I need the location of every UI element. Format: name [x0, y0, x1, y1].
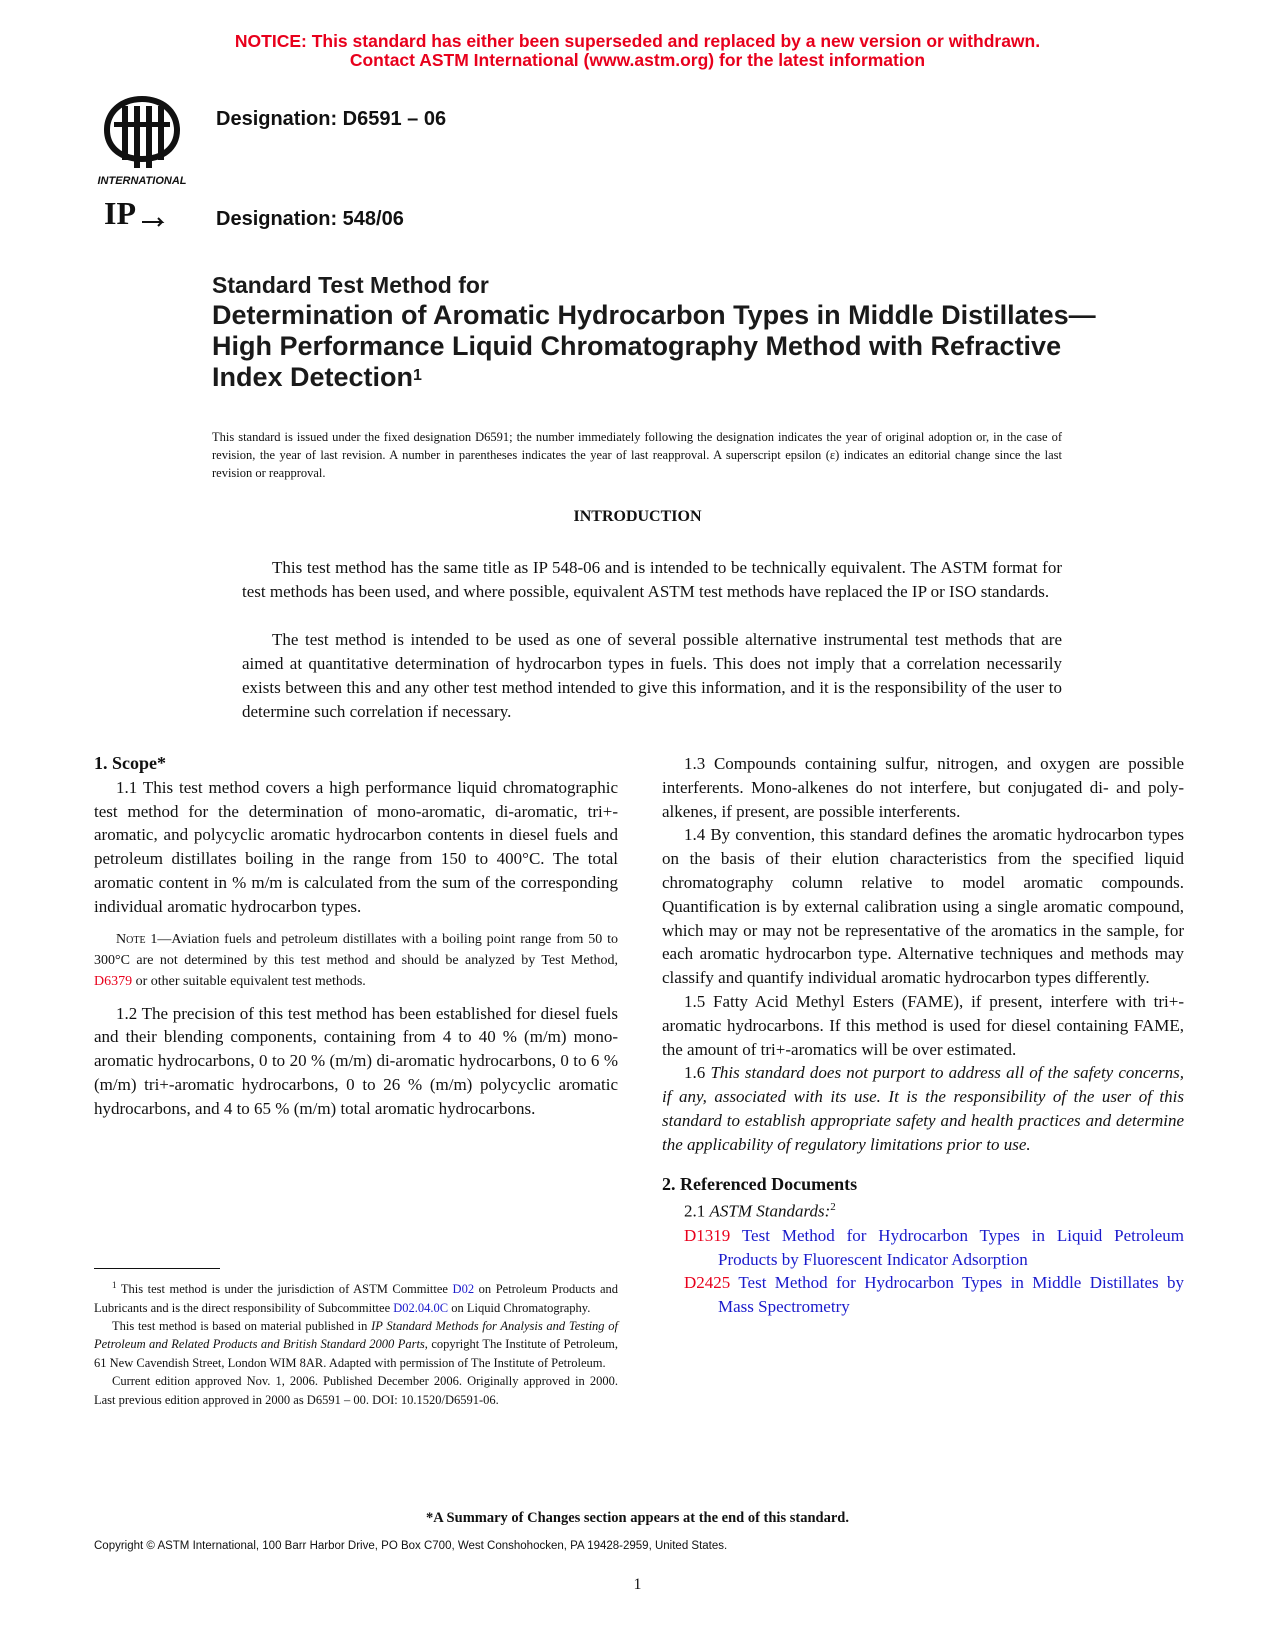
footnote-1-mark: 1	[112, 1280, 117, 1290]
ip-logo-letters: IP	[104, 196, 136, 230]
page-number: 1	[633, 1576, 642, 1593]
note-1	[94, 929, 618, 992]
astm-international-logo	[92, 92, 192, 188]
footnote-source-text-b: , copyright The Institute of Petroleum, 61 New Cavendish Street, London WIM 8AR. Adapted with permission of The Institute of Petroleum.	[94, 1337, 619, 1370]
scope-1-6-text: This standard does not purport to address all of the safety concerns, if any, associated with its use. It is the responsibility of the user of this standard to establish appropriate safety and health practices and determine the applicability of regulatory limitations prior to use.	[662, 1063, 1185, 1154]
reference-id[interactable]: D2425	[684, 1273, 731, 1293]
scope-1-1: 1.1 This test method covers a high performance liquid chromatographic test method for the determination of mono-aromatic, di-aromatic, tri+-aromatic, and polycyclic aromatic hydrocarbon contents in diesel fuels and petroleum distillates boiling in the range from 150 to 400°C. The total aromatic content in % m/m is calculated from the sum of the corresponding individual aromatic hydrocarbon types.	[94, 777, 618, 916]
footnote-source	[94, 1317, 618, 1372]
title-main	[212, 300, 1112, 393]
reference-d2425[interactable]	[662, 1271, 1184, 1319]
footnote-1-text-c: on Liquid Chromatography.	[448, 1300, 591, 1315]
summary-of-changes-note: *A Summary of Changes section appears at the end of this standard.	[426, 1510, 849, 1526]
document-title	[212, 270, 1112, 393]
footnote-divider	[94, 1268, 220, 1269]
astm-designation: Designation: D6591 – 06	[216, 108, 447, 130]
introduction-paragraph-1: This test method has the same title as IP 548-06 and is intended to be technically equivalent. The ASTM format for test methods has been used, and where possible, equivalent ASTM test methods have replaced the IP or ISO standards.	[242, 558, 1062, 601]
title-main-text: Determination of Aromatic Hydrocarbon Types in Middle Distillates—High Performance Liquid Chromatography Method with Refractive Index Detection	[212, 300, 1096, 392]
note-1-text-a: —Aviation fuels and petroleum distillates with a boiling point range from 50 to 300°C are not determined by this test method and should be analyzed by Test Method,	[94, 931, 618, 968]
title-footnote-mark: 1	[413, 367, 422, 384]
scope-1-6-number: 1.6	[684, 1063, 711, 1083]
footnote-1	[94, 1276, 618, 1317]
link-d02[interactable]: D02	[452, 1282, 475, 1297]
footnotes	[94, 1276, 618, 1409]
introduction-heading: INTRODUCTION	[573, 508, 702, 525]
astm-logo-caption: INTERNATIONAL	[97, 175, 187, 187]
ip-designation: Designation: 548/06	[216, 208, 404, 230]
title-line-1: Standard Test Method for	[212, 272, 489, 298]
note-1-text-b: or other suitable equivalent test methods.	[132, 973, 366, 989]
superseded-notice	[0, 32, 1275, 70]
footnote-source-title: IP Standard Methods for Analysis and Testing of Petroleum and Related Products and British Standard 2000 Parts	[94, 1318, 618, 1352]
note-1-label: Note 1	[116, 931, 158, 947]
link-d02-04-0c[interactable]: D02.04.0C	[393, 1300, 449, 1315]
introduction-paragraph-2: The test method is intended to be used as one of several possible alternative instrumental test methods that are aimed at quantitative determination of hydrocarbon types in fuels. This does not imply that a correlation necessarily exists between this and any other test method intended to give this information, and it is the responsibility of the user to determine such correlation if necessary.	[242, 630, 1062, 721]
referenced-documents-heading: 2. Referenced Documents	[662, 1173, 858, 1194]
footnote-edition: Current edition approved Nov. 1, 2006. Published December 2006. Originally approved in 2000. Last previous edition approved in 2000 as D6591 – 00. DOI: 10.1520/D6591-06.	[94, 1374, 618, 1407]
scope-heading: 1. Scope*	[94, 753, 166, 773]
scope-1-4: 1.4 By convention, this standard defines the aromatic hydrocarbon types on the basis of their elution characteristics from the specified liquid chromatography column relative to model aromatic compounds. Quantification is by external calibration using a single aromatic compound, which may or may not be representative of the aromatics in the sample, for each aromatic hydrocarbon type. Alternative techniques and methods may classify and quantify individual aromatic hydrocarbon types differently.	[662, 825, 1184, 988]
notice-line-2: Contact ASTM International (www.astm.org) for the latest information	[349, 50, 926, 70]
copyright-line: Copyright © ASTM International, 100 Barr Harbor Drive, PO Box C700, West Conshohocken, PA 19428-2959, United States.	[94, 1540, 728, 1552]
right-column	[662, 752, 1184, 1319]
scope-1-5: 1.5 Fatty Acid Methyl Esters (FAME), if present, interfere with tri+-aromatic hydrocarbons. If this method is used for diesel containing FAME, the amount of tri+-aromatics will be over estimated.	[662, 991, 1184, 1059]
astm-standards-footnote-mark: 2	[830, 1201, 836, 1214]
issuance-statement: This standard is issued under the fixed designation D6591; the number immediately following the designation indicates the year of original adoption or, in the case of revision, the year of last revision. A number in parentheses indicates the year of last reapproval. A superscript epsilon (ε) indicates an editorial change since the last revision or reapproval.	[212, 430, 1062, 480]
footnote-source-text-a: This test method is based on material published in	[112, 1318, 372, 1333]
ip-logo	[104, 196, 166, 230]
footnote-1-text-b: on Petroleum Products and Lubricants and is the direct responsibility of Subcommittee	[94, 1282, 619, 1315]
left-column	[94, 752, 618, 1121]
scope-1-2: 1.2 The precision of this test method has been established for diesel fuels and their blending components, containing from 4 to 40 % (m/m) mono-aromatic hydrocarbons, 0 to 20 % (m/m) di-aromatic hydrocarbons, 0 to 6 % (m/m) tri+-aromatic hydrocarbons, 0 to 26 % (m/m) polycyclic aromatic hydrocarbons, and 4 to 65 % (m/m) total aromatic hydrocarbons.	[94, 1003, 618, 1118]
scope-1-6	[662, 1061, 1184, 1156]
notice-line-1: NOTICE: This standard has either been superseded and replaced by a new version or withdrawn.	[234, 31, 1041, 51]
astm-standards-label: ASTM Standards:	[709, 1202, 831, 1221]
reference-id[interactable]: D1319	[684, 1225, 731, 1245]
reference-title[interactable]: Test Method for Hydrocarbon Types in Liquid Petroleum Products by Fluorescent Indicator Adsorption	[718, 1225, 1184, 1269]
scope-1-3: 1.3 Compounds containing sulfur, nitrogen, and oxygen are possible interferents. Mono-alkenes do not interfere, but conjugated di- and poly-alkenes, if present, are possible interferents.	[662, 754, 1184, 821]
reference-title[interactable]: Test Method for Hydrocarbon Types in Middle Distillates by Mass Spectrometry	[718, 1273, 1184, 1317]
link-d6379[interactable]: D6379	[94, 973, 133, 989]
astm-standards-subheading	[662, 1196, 1184, 1223]
astm-standards-number: 2.1	[684, 1202, 710, 1221]
footnote-1-text-a: This test method is under the jurisdiction of ASTM Committee	[116, 1282, 453, 1297]
reference-d1319[interactable]	[662, 1224, 1184, 1272]
